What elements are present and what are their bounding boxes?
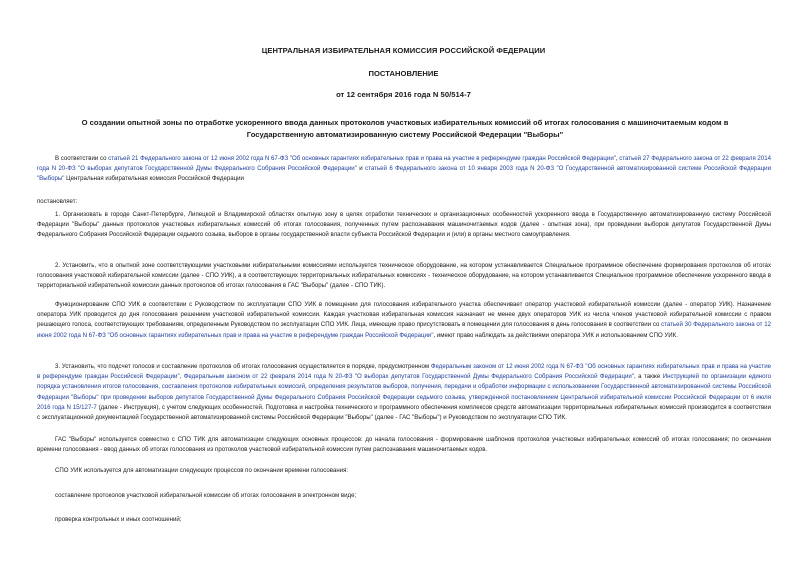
document-title: О создании опытной зоны по отработке ускоренного ввода данных протоколов участковых избирательных комиссий об итогах голосования с машиночитаемым кодом в Государственную автоматизированную систему Российской Федерации "Выборы" — [81, 118, 729, 139]
spo-uik-processes-paragraph: СПО УИК используется для автоматизации следующих процессов по окончании времени голосования: — [55, 467, 349, 474]
item-3-text-3: (далее - Инструкция), с учетом следующих особенностей. Подготовка и настройка технического и программного обеспечения комплексов средств автоматизации территориальных избирательных комиссий производится в соответствии с эксплуатационной документацией Государственной автоматизированной системы Российской Федерации "Выборы" (далее - ГАС "Выборы") и Руководством по эксплуатации СПО ТИК. — [37, 403, 771, 422]
process-item-checks: проверка контрольных и иных соотношений; — [55, 516, 182, 523]
operator-paragraph — [37, 300, 771, 341]
operator-text-1: , имеют право наблюдать за действиями оператора УИК и использованием СПО УИК. — [433, 331, 678, 339]
item-3-text-0: 3. Установить, что подсчет голосов и составление протоколов об итогах голосования осуществляется в порядке, предусмотренном — [55, 363, 431, 370]
law-67fz-art21-link[interactable]: статьей 21 Федерального закона от 12 июня 2002 года N 67-ФЗ "Об основных гарантиях избирательных прав и права на участие в референдуме граждан Российской Федерации" — [108, 155, 616, 162]
gas-vybory-paragraph: ГАС "Выборы" используется совместно с СПО ТИК для автоматизации следующих основных процессов: до начала голосования - формирование шаблонов протоколов участковых избирательных комиссий об итогах голосования; по окончании времени голосования - ввод данных об итогах голосования из протоколов участковой избирательной комиссии путем распознавания машиночитаемых кодов. — [37, 436, 771, 454]
preamble-paragraph — [37, 154, 771, 185]
resolves-label: постановляет: — [37, 198, 78, 205]
item-3-text-1: , — [179, 373, 184, 381]
law-20fz-art27-link[interactable]: статьей 27 Федерального закона от 22 февраля 2014 года N 20-ФЗ "О выборах депутатов Государственной Думы Федерального Собрания Российской Федерации" — [37, 155, 771, 173]
preamble-text-0: В соответствии со — [55, 155, 109, 162]
preamble-text-3: Центральная избирательная комиссия Российской Федерации — [64, 175, 244, 183]
document-type: ПОСТАНОВЛЕНИЕ — [368, 69, 439, 78]
item-1-paragraph: 1. Организовать в городе Санкт-Петербурге, Липецкой и Владимирской областях опытную зону в целях отработки технических и организационных особенностей ускоренного ввода в Государственную автоматизированную систему Российской Федерации "Выборы" данных протоколов участковых избирательных комиссий об итогах голосования, полученных путем распознавания машиночитаемых кодов (далее - опытная зона), при проведении выборов депутатов Государственной Думы Федерального Собрания Российской Федерации седьмого созыва, выборов в органы государственной власти субъекта Российской Федерации и (или) в органы местного самоуправления. — [37, 211, 771, 239]
law-20fz-gas-art6-link[interactable]: статьей 6 Федерального закона от 10 января 2003 года N 20-ФЗ "О Государственной автоматизированной системе Российской Федерации "Выборы" — [37, 165, 771, 183]
item-3-text-2: , а также — [634, 373, 663, 381]
item-3-paragraph — [37, 362, 771, 423]
item-2-paragraph: 2. Установить, что в опытной зоне соответствующими участковыми избирательными комиссиями используется техническое оборудование, на котором устанавливается Специальное программное обеспечение формирования протоколов об итогах голосования участковой избирательной комиссии (далее - СПО УИК), а в соответствующих территориальных избирательных комиссиях - техническое оборудование, на котором устанавливается Специальное программное обеспечение ускоренного ввода в территориальной избирательной комиссии данных протоколов об итогах голосования в ГАС "Выборы" (далее - СПО ТИК). — [37, 262, 771, 290]
preamble-text-2: и — [356, 165, 366, 173]
operator-text-0: Функционирование СПО УИК в соответствии с Руководством по эксплуатации СПО УИК в помещении для голосования избирательного участка обеспечивает оператор участковой избирательной комиссии (далее - оператор УИК). Назначение оператора УИК проводится до дня голосования решением участковой избирательной комиссии. Каждая участковая избирательная комиссия назначает не менее двух операторов УИК из числа членов участковой избирательной комиссии с правом решающего голоса, соответствующих требованиям, определенным Руководством по эксплуатации СПО УИК. Лица, имеющие право присутствовать в помещении для голосования в день голосования в соответствии со — [37, 301, 771, 329]
law-67fz-art30-link[interactable]: статьей 30 Федерального закона от 12 июня 2002 года N 67-ФЗ "Об основных гарантиях избирательных прав и права на участие в референдуме граждан Российской Федерации" — [37, 321, 771, 339]
law-67fz-link[interactable]: Федеральным законом от 12 июня 2002 года N 67-ФЗ "Об основных гарантиях избирательных прав и права на участие в референдуме граждан Российской Федерации" — [37, 363, 771, 381]
process-item-protocols: составление протоколов участковой избирательной комиссии об итогах голосования в электронном виде; — [55, 492, 357, 499]
law-20fz-link[interactable]: Федеральным законом от 22 февраля 2014 года N 20-ФЗ "О выборах депутатов Государственной Думы Федерального Собрания Российской Федерации" — [183, 373, 635, 381]
instruction-link[interactable]: Инструкцией по организации единого порядка установления итогов голосования, составления протоколов избирательных комиссий, определения результатов выборов, получения, передачи и обработки информации с использованием Государственной автоматизированной системы Российской Федерации "Выборы" при проведении выборов депутатов Государственной Думы Федерального Собрания Российской Федерации седьмого созыва, утвержденной постановлением Центральной избирательной комиссии Российской Федерации от 6 июля 2016 года N 15/127-7 — [37, 373, 772, 411]
document-date-number: от 12 сентября 2016 года N 50/514-7 — [336, 90, 471, 99]
preamble-text-1: , — [615, 155, 620, 162]
issuing-authority: ЦЕНТРАЛЬНАЯ ИЗБИРАТЕЛЬНАЯ КОМИССИЯ РОССИЙСКОЙ ФЕДЕРАЦИИ — [261, 46, 546, 55]
